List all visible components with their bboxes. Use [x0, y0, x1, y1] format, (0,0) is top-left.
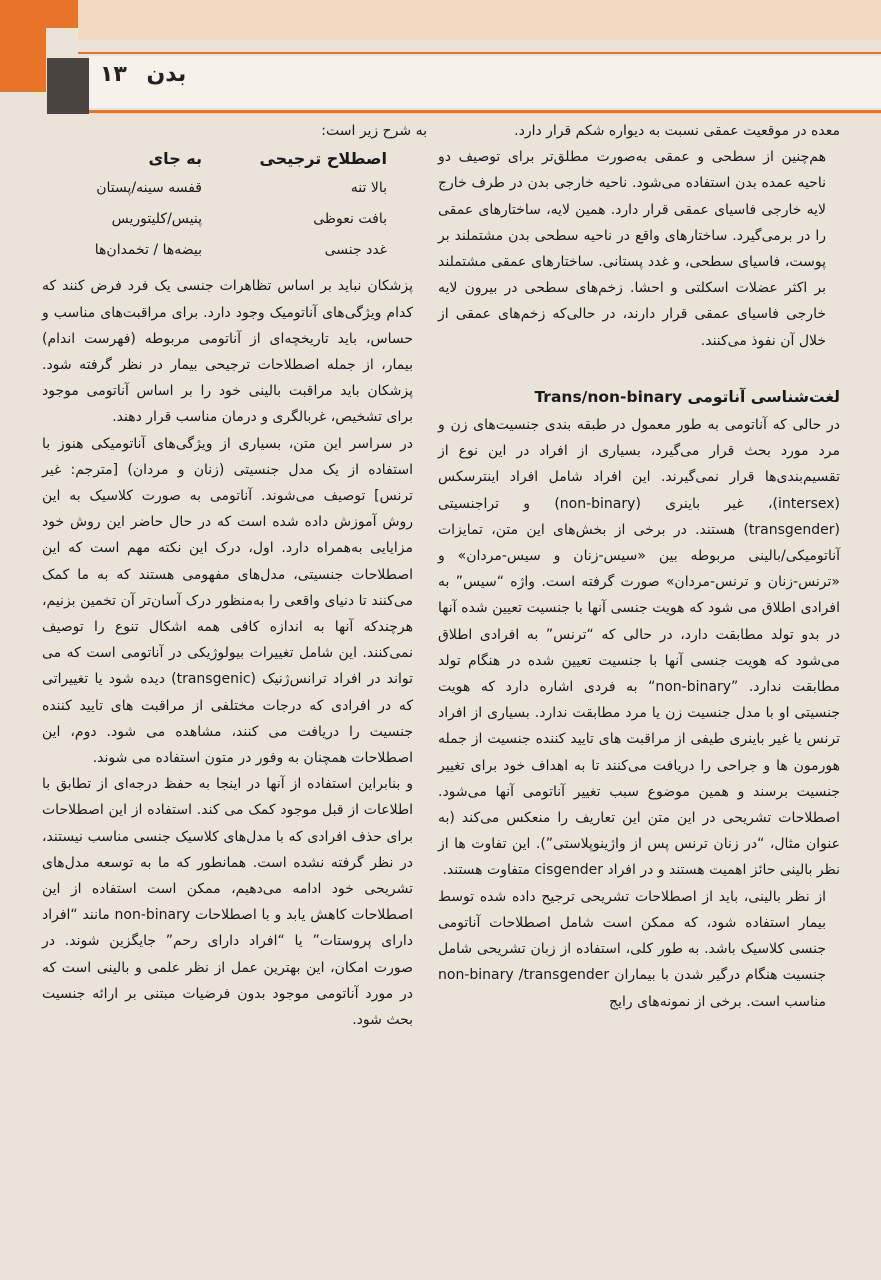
chapter-thumbnail-image: [47, 58, 89, 114]
preferred-term: غدد جنسی: [324, 241, 387, 258]
paragraph: در سراسر این متن، بسیاری از ویژگی‌های آناتومیکی هنوز با استفاده از یک مدل جنسیتی (زنان و مردان) [مترجم: غیر ترنس] توصیف می‌شوند. آناتومی به صورت کلاسیک به این روش آموزش داده شده است که در حال حاضر این روش خود مزایایی به‌همراه دارد. اول، درک این نکته مهم است که این اصطلاحات جنسیتی، مدل‌های مفهومی هستند که به ما کمک می‌کنند تا دنیای واقعی را به‌منظور درک آسان‌تر آن تخمین بزنیم، هرچندکه آنها به اندازه کافی همه اشکال تنوع را توصیف نمی‌کنند. این شامل تغییرات بیولوژیکی در آناتومی است که می تواند در افراد ترانس‌ژنیک (transgenic) دیده شود یا تغییراتی که در افرادی که درجات مختلفی از مراقبت های تایید کننده جنسیت را دریافت می کنند، مشاهده می شود. دوم، این اصطلاحات همچنان به وفور در متون استفاده می شوند.: [42, 435, 414, 767]
preferred-term: بالا تنه: [350, 179, 387, 196]
instead-term: بیضه‌ها / تخمدان‌ها: [94, 241, 202, 258]
table-row: [42, 203, 427, 234]
terms-intro: به شرح زیر است:: [321, 123, 427, 139]
terms-header-row: [42, 146, 427, 172]
page-number: ۱۳: [100, 62, 127, 87]
top-peach-band: [78, 0, 881, 40]
header-rule-bottom: [89, 110, 881, 113]
instead-term: قفسه سینه/پستان: [96, 179, 202, 196]
terms-table: [42, 146, 427, 265]
right-column: [438, 118, 840, 1015]
paragraph: پزشکان نباید بر اساس تظاهرات جنسی یک فرد فرض کنند که کدام ویژگی‌های آناتومیک وجود دارد. برای مراقبت‌های مناسب و حساس، باید تاریخچه‌ای از آناتومی مربوطه (فهرست اندام) بیمار، از جمله اصطلاحات ترجیحی بیمار در نظر گرفته شود. پزشکان باید مراقبت بالینی خود را بر اساس آناتومی موجود برای تشخیص، غربالگری و درمان مناسب قرار دهند.: [42, 278, 413, 426]
header-rule-top: [78, 52, 881, 54]
section-title: بدن: [146, 62, 187, 87]
paragraph: از نظر بالینی، باید از اصطلاحات تشریحی ترجیح داده شده توسط بیمار استفاده شود، که ممکن است شامل اصطلاحات آناتومی جنسی کلاسیک باشد. به طور کلی، استفاده از زبان تشریحی شامل جنسیت هنگام درگیر شدن با بیماران non-binary /transgender مناسب است. برخی از نمونه‌های رایج: [438, 888, 827, 1010]
paragraph: هم‌چنین از سطحی و عمقی به‌صورت مطلق‌تر برای توصیف دو ناحیه عمده بدن استفاده می‌شود. ناحیه خارجی بدن در طرف خارج لایه خارجی فاسیای عمقی قرار دارد. همین لایه، ساختارهای عمقی را در برمی‌گیرد. ساختارهای واقع در ناحیه سطحی بدن مشتملند بر پوست، فاسیای سطحی، و غدد پستانی. ساختارهای عمقی مشتملند بر اکثر عضلات اسکلتی و احشا. زخم‌های سطحی در بیرون لایه خارجی فاسیای عمقی قرار دارند، در حالی‌که زخم‌های عمقی از خلال آن نفوذ می‌کنند.: [438, 149, 826, 349]
paragraph: در حالی که آناتومی به طور معمول در طبقه بندی جنسیت‌های زن و مرد مورد بحث قرار می‌گیرد، بسیاری از افراد در این نوع از تقسیم‌بندی‌ها قرار نمی‌گیرند. این افراد شامل افراد اینترسکس (intersex)، غیر باینری (non-binary) و تراجنسیتی (transgender) هستند. در برخی از بخش‌های این متن، تمایزات آناتومیکی/بالینی مربوطه بین «سیس-زنان و سیس-مردان» و «ترنس-زنان و ترنس-مردان» صورت گرفته است. واژه “سیس” به افرادی اطلاق می شود که هویت جنسی آنها با جنسیت تعیین شده آنها در بدو تولد مطابقت دارد، در حالی که “ترنس” به افرادی اطلاق می‌شود که هویت جنسی آنها با جنسیت تعیین شده در هنگام تولد مطابقت ندارد. ”non-binary“ به فردی اشاره دارد که هویت جنسیتی او با مدل جنسیت زن یا مرد مطابقت ندارد. بسیاری از افراد ترنس یا غیر باینری طیفی از مراقبت های تایید کننده جنسیت از جمله هورمون ها و جراحی را دریافت می‌کنند تا به اهداف خود برای تغییر جنسیت برسند و همین موضوع سبب تغییر آناتومی آنها می‌شود. اصطلاحات تشریحی در این متن این تعاریف را منعکس می‌کند (به عنوان مثال، “در زنان ترنس پس از واژینوپلاستی”). این تفاوت ها از نظر بالینی حائز اهمیت هستند و در افراد cisgender متفاوت هستند.: [438, 417, 841, 879]
table-row: [42, 172, 427, 203]
preferred-term-header: اصطلاح ترجیحی: [259, 149, 387, 169]
instead-term-header: به جای: [148, 149, 202, 169]
paragraph: و بنابراین استفاده از آنها در اینجا به حفظ درجه‌ای از تطابق با اطلاعات از قبل موجود کمک می کند. استفاده از این اصطلاحات برای حذف افرادی که با مدل‌های کلاسیک جنسی مناسب نیستند، در نظر گرفته نشده است. همانطور که ما به توسعه مدل‌های تشریحی خود ادامه می‌دهیم، ممکن است استفاده از این اصطلاحات کاهش یابد و با اصطلاحات non-binary مانند “افراد دارای پروستات” یا “افراد دارای رحم” جایگزین شوند. در صورت امکان، این بهترین عمل از نظر علمی و بالینی است که در مورد آناتومی موجود بدون فرضیات مبتنی بر ارائه جنسیت بحث شود.: [42, 776, 413, 1029]
table-row: [42, 234, 427, 265]
instead-term: پنیس/کلیتوریس: [111, 210, 202, 227]
running-header: [89, 56, 881, 108]
section-heading: لغت‌شناسی آناتومی Trans/non-binary: [534, 387, 840, 406]
paragraph: معده در موقعیت عمقی نسبت به دیواره شکم قرار دارد.: [514, 123, 840, 139]
running-header-label: [100, 62, 186, 87]
corner-orange-block: [0, 0, 46, 92]
preferred-term: بافت نعوظی: [313, 210, 387, 227]
left-column: [42, 118, 427, 1033]
